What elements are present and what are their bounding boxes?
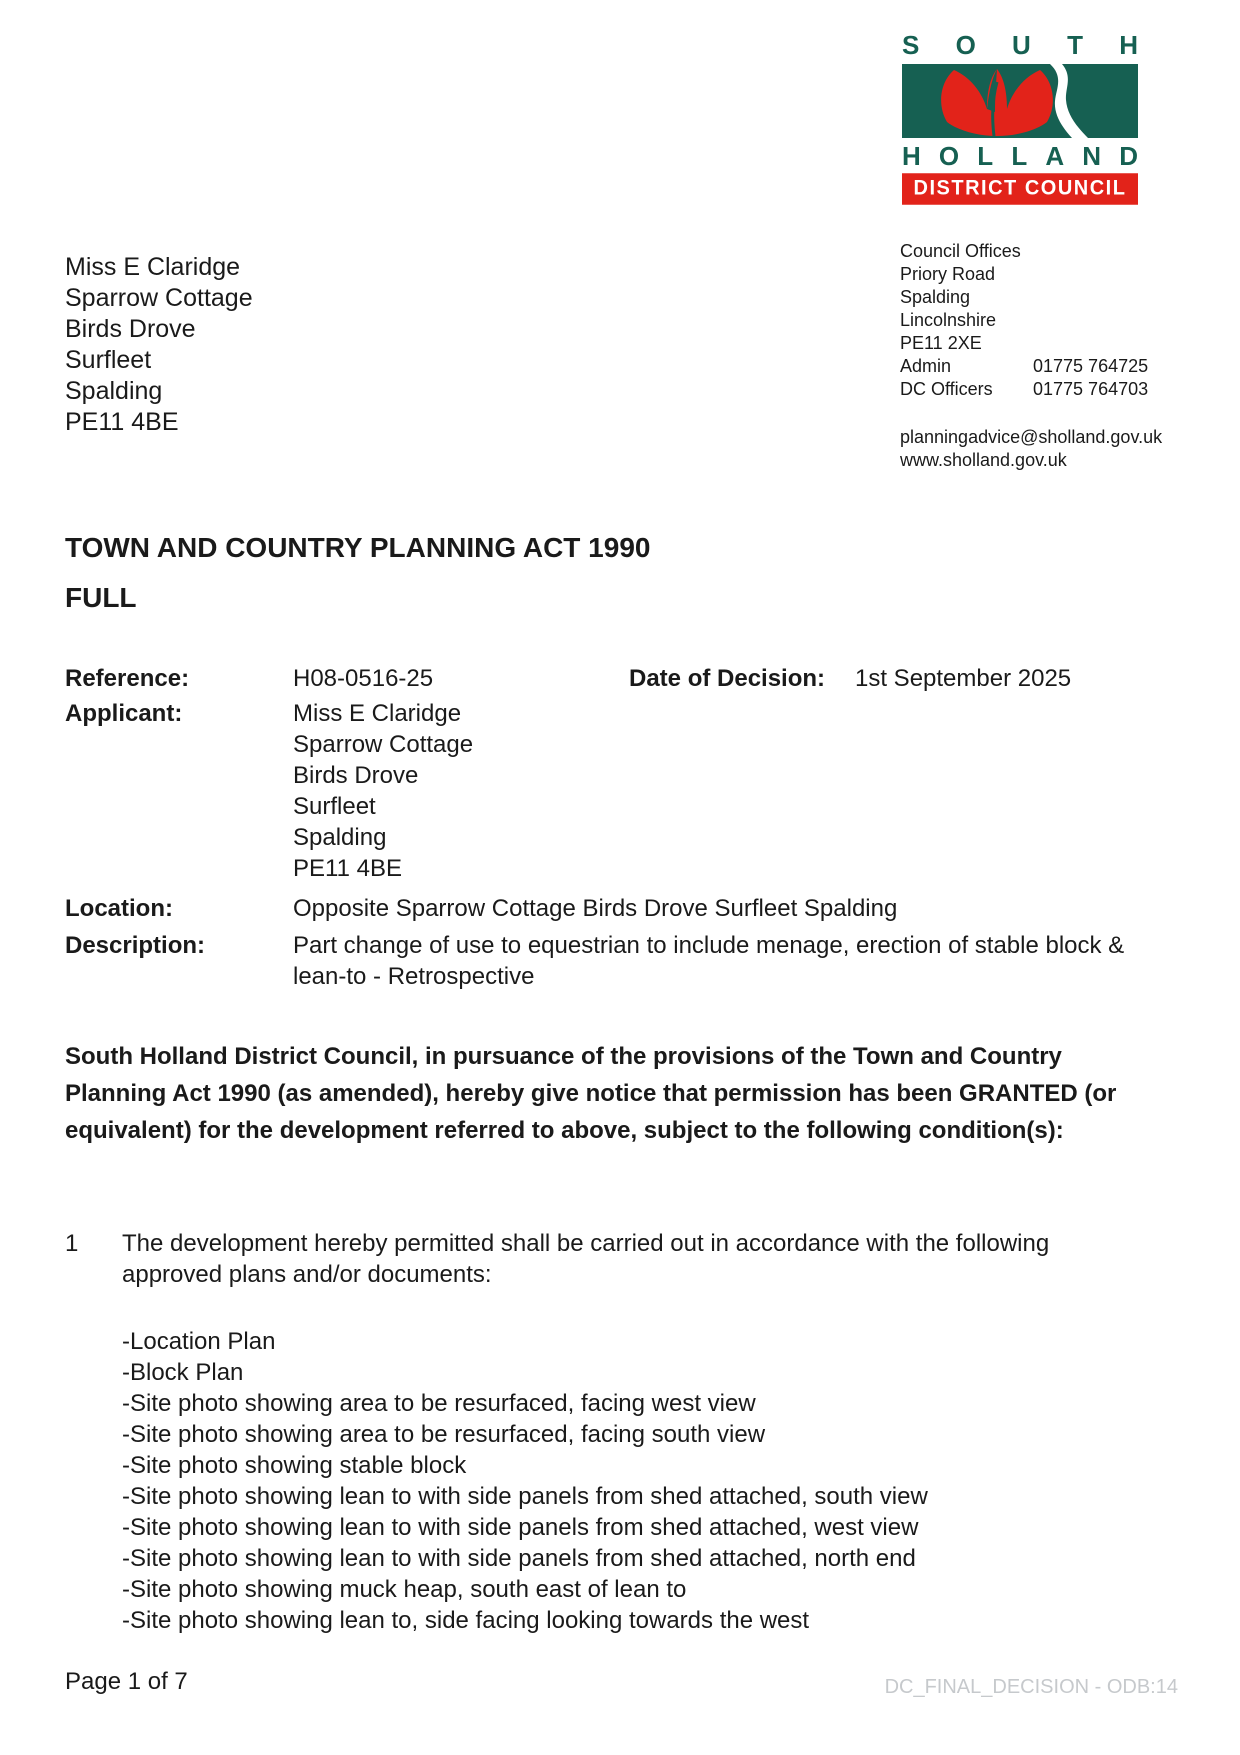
plan-item: -Site photo showing lean to, side facing looking towards the west: [122, 1607, 810, 1634]
council-contact-block: [900, 240, 1186, 472]
reference-row: [65, 663, 1180, 694]
council-address-line: PE11 2XE: [900, 333, 982, 353]
plan-item: -Location Plan: [122, 1328, 276, 1355]
condition-1: [65, 1228, 1180, 1290]
applicant-line: Birds Drove: [293, 762, 419, 789]
description-label: Description:: [65, 932, 206, 959]
application-type: FULL: [65, 582, 137, 613]
approved-plans-list: [122, 1326, 928, 1636]
phone-number: 01775 764725: [1033, 356, 1149, 376]
recipient-line: Miss E Claridge: [65, 253, 241, 281]
condition-text: The development hereby permitted shall be carried out in accordance with the following approved plans and/or documents:: [122, 1230, 1050, 1288]
description-row: [65, 930, 1180, 992]
council-logo: [902, 30, 1138, 204]
reference-value: H08-0516-25: [293, 665, 434, 692]
recipient-address: [65, 252, 253, 438]
logo-word-south: S O U T H: [902, 30, 1138, 60]
council-address-line: Lincolnshire: [900, 310, 997, 330]
applicant-address: [293, 698, 473, 884]
recipient-line: Birds Drove: [65, 315, 196, 343]
applicant-line: Surfleet: [293, 793, 376, 820]
phone-label: Admin: [900, 356, 952, 376]
recipient-line: Spalding: [65, 377, 163, 405]
document-heading: [65, 531, 650, 615]
plan-item: -Site photo showing lean to with side panels from shed attached, north end: [122, 1545, 916, 1572]
location-label: Location:: [65, 895, 173, 922]
decision-notice-text: South Holland District Council, in pursuance of the provisions of the Town and Country Planning Act 1990 (as amended), hereby give notice that permission has been GRANTED (or equivalent) for the development referred to above, subject to the following condition(s):: [65, 1043, 1117, 1144]
applicant-label: Applicant:: [65, 700, 183, 727]
recipient-line: Sparrow Cottage: [65, 284, 253, 312]
council-email: planningadvice@sholland.gov.uk: [900, 427, 1163, 447]
logo-word-holland: H O L L A N D: [902, 141, 1138, 171]
decision-date-value: 1st September 2025: [855, 665, 1072, 692]
description-value: Part change of use to equestrian to include menage, erection of stable block & lean-to - Retrospective: [293, 932, 1125, 990]
reference-label: Reference:: [65, 665, 190, 692]
recipient-line: Surfleet: [65, 346, 152, 374]
plan-item: -Site photo showing stable block: [122, 1452, 467, 1479]
document-reference-code: DC_FINAL_DECISION - ODB:14: [884, 1676, 1178, 1698]
phone-row-dc-officers: [900, 378, 1186, 401]
page-number: Page 1 of 7: [65, 1668, 188, 1695]
phone-number: 01775 764703: [1033, 379, 1149, 399]
phone-label: DC Officers: [900, 379, 993, 399]
act-title: TOWN AND COUNTRY PLANNING ACT 1990: [65, 532, 651, 563]
plan-item: -Block Plan: [122, 1359, 244, 1386]
plan-item: -Site photo showing area to be resurfaced, facing south view: [122, 1421, 766, 1448]
applicant-line: Miss E Claridge: [293, 700, 462, 727]
condition-number: 1: [65, 1230, 79, 1257]
location-value: Opposite Sparrow Cottage Birds Drove Surfleet Spalding: [293, 895, 898, 922]
plan-item: -Site photo showing muck heap, south east of lean to: [122, 1576, 687, 1603]
applicant-line: Spalding: [293, 824, 387, 851]
council-address-line: Council Offices: [900, 241, 1021, 261]
plan-item: -Site photo showing lean to with side panels from shed attached, west view: [122, 1514, 919, 1541]
council-address-line: Spalding: [900, 287, 971, 307]
plan-item: -Site photo showing lean to with side panels from shed attached, south view: [122, 1483, 928, 1510]
application-details: [65, 663, 1180, 992]
location-row: [65, 893, 1180, 924]
council-website: www.sholland.gov.uk: [900, 450, 1067, 470]
logo-banner: DISTRICT COUNCIL: [902, 173, 1138, 205]
applicant-line: Sparrow Cottage: [293, 731, 474, 758]
recipient-line: PE11 4BE: [65, 408, 179, 436]
decision-date-label: Date of Decision:: [629, 665, 826, 692]
tulip-logo-icon: [902, 64, 1138, 138]
applicant-line: PE11 4BE: [293, 855, 402, 882]
applicant-row: [65, 698, 1180, 884]
council-address-line: Priory Road: [900, 264, 996, 284]
phone-row-admin: [900, 355, 1186, 378]
plan-item: -Site photo showing area to be resurfaced, facing west view: [122, 1390, 756, 1417]
